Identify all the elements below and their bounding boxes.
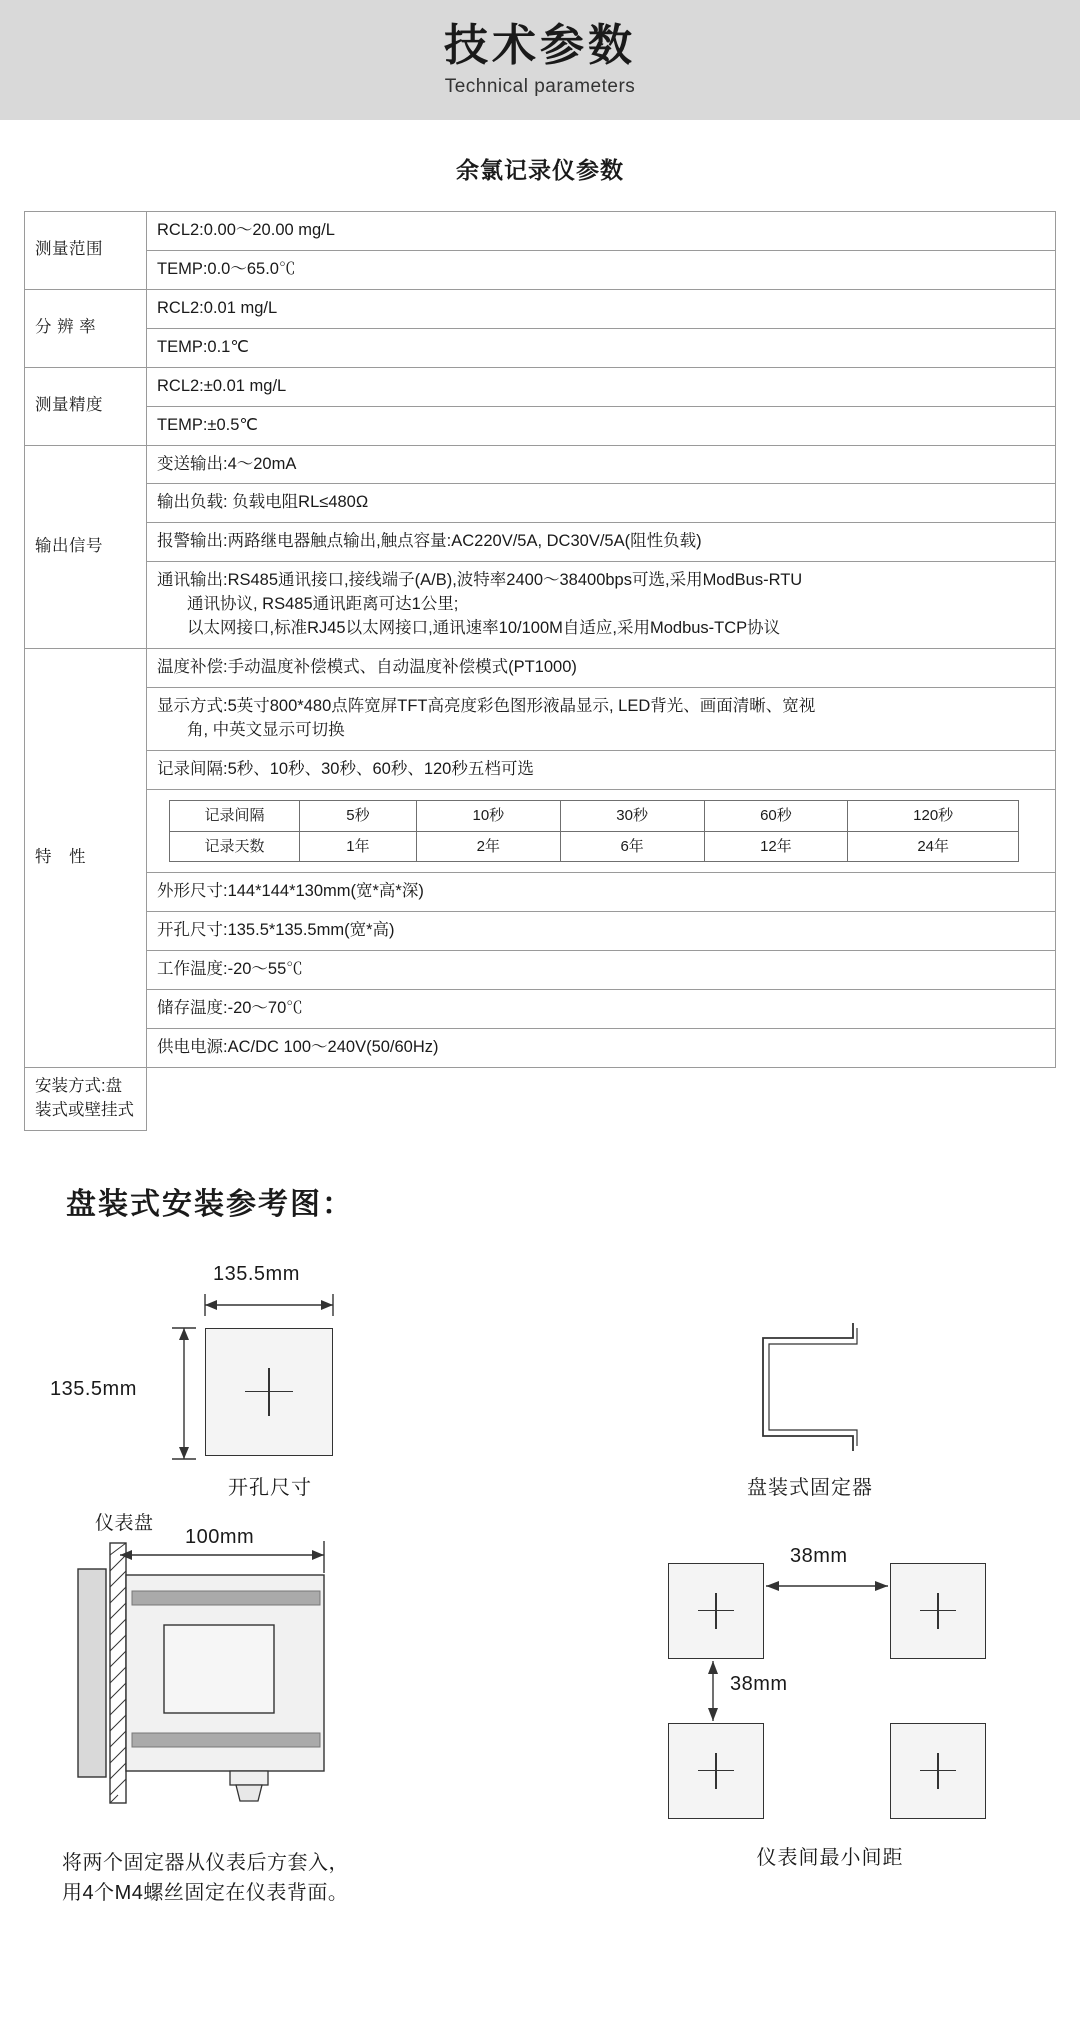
table-row bbox=[25, 649, 1056, 688]
row-label: 测量范围 bbox=[25, 212, 147, 290]
record-table-row bbox=[170, 800, 1019, 831]
comm-line-1: 通讯输出:RS485通讯接口,接线端子(A/B),波特率2400～38400bps可选,采用ModBus-RTU bbox=[157, 571, 803, 590]
record-interval-cell: 5秒 bbox=[300, 800, 417, 831]
comm-line-3: 以太网接口,标准RJ45以太网接口,通讯速率10/100M自适应,采用Modbus-TCP协议 bbox=[187, 619, 781, 638]
drawings-area bbox=[0, 1233, 1080, 1904]
record-days-cell: 12年 bbox=[704, 831, 848, 862]
spec-table bbox=[24, 211, 1056, 1131]
table-row bbox=[25, 562, 1056, 649]
spacing-vertical-label: 38mm bbox=[730, 1672, 788, 1695]
table-row bbox=[25, 1067, 1056, 1130]
page-title-en: Technical parameters bbox=[444, 76, 636, 98]
row-value: 输出负载: 负载电阻RL≤480Ω bbox=[147, 484, 1056, 523]
cutout-crosshair-vertical bbox=[268, 1368, 270, 1416]
row-value: TEMP:0.0～65.0℃ bbox=[147, 250, 1056, 289]
table-row bbox=[25, 250, 1056, 289]
row-value: 变送输出:4～20mA bbox=[147, 445, 1056, 484]
record-days-cell: 1年 bbox=[300, 831, 417, 862]
record-interval-cell: 60秒 bbox=[704, 800, 848, 831]
depth-label: 100mm bbox=[185, 1525, 255, 1548]
table-row bbox=[25, 523, 1056, 562]
cutout-width-label: 135.5mm bbox=[213, 1262, 300, 1285]
bracket-drawing bbox=[745, 1318, 875, 1463]
cutout-height-arrow bbox=[168, 1321, 198, 1466]
row-value: TEMP:0.1℃ bbox=[147, 328, 1056, 367]
table-row bbox=[25, 1028, 1056, 1067]
row-value: RCL2:0.01 mg/L bbox=[147, 289, 1056, 328]
record-days-cell: 6年 bbox=[560, 831, 704, 862]
table-row bbox=[25, 951, 1056, 990]
page-title-cn: 技术参数 bbox=[444, 20, 636, 70]
side-view-note bbox=[62, 1848, 349, 1908]
cutout-width-arrow bbox=[195, 1288, 345, 1318]
row-value-multiline bbox=[147, 687, 1056, 750]
side-view-note-line1: 将两个固定器从仪表后方套入， bbox=[62, 1851, 349, 1874]
spacing-horizontal-label: 38mm bbox=[790, 1544, 848, 1567]
table-row bbox=[25, 445, 1056, 484]
spacing-crosshair-vertical bbox=[937, 1753, 939, 1789]
spacing-crosshair-vertical bbox=[937, 1593, 939, 1629]
spacing-caption: 仪表间最小间距 bbox=[756, 1846, 904, 1869]
row-value-multiline bbox=[147, 562, 1056, 649]
row-value: 供电电源:AC/DC 100～240V(50/60Hz) bbox=[147, 1028, 1056, 1067]
table-row bbox=[25, 990, 1056, 1029]
table-row bbox=[25, 212, 1056, 251]
table-row bbox=[25, 912, 1056, 951]
row-value: 储存温度:-20～70℃ bbox=[147, 990, 1056, 1029]
record-interval-cell: 30秒 bbox=[560, 800, 704, 831]
record-days-cell: 2年 bbox=[416, 831, 560, 862]
table-row-record-table bbox=[25, 789, 1056, 873]
table-row bbox=[25, 687, 1056, 750]
spacing-vertical-arrow bbox=[700, 1657, 726, 1729]
row-label: 分 辨 率 bbox=[25, 289, 147, 367]
row-value: 记录间隔:5秒、10秒、30秒、60秒、120秒五档可选 bbox=[147, 750, 1056, 789]
table-row bbox=[25, 406, 1056, 445]
cutout-height-label: 135.5mm bbox=[50, 1377, 137, 1400]
page-header bbox=[0, 0, 1080, 120]
side-view-note-line2: 用4个M4螺丝固定在仪表背面。 bbox=[62, 1881, 349, 1904]
row-value: 安装方式:盘装式或壁挂式 bbox=[25, 1067, 147, 1130]
spacing-crosshair-vertical bbox=[715, 1753, 717, 1789]
row-value: 工作温度:-20～55℃ bbox=[147, 951, 1056, 990]
comm-line-2: 通讯协议, RS485通讯距离可达1公里; bbox=[187, 595, 459, 614]
row-label: 测量精度 bbox=[25, 367, 147, 445]
drawings-heading: 盘装式安装参考图： bbox=[66, 1187, 354, 1221]
table-row bbox=[25, 873, 1056, 912]
record-interval-header: 记录间隔 bbox=[170, 800, 300, 831]
row-value: TEMP:±0.5℃ bbox=[147, 406, 1056, 445]
table-row bbox=[25, 367, 1056, 406]
display-line-2: 角, 中英文显示可切换 bbox=[187, 720, 345, 739]
record-interval-cell: 10秒 bbox=[416, 800, 560, 831]
table-row bbox=[25, 750, 1056, 789]
table-row bbox=[25, 328, 1056, 367]
bracket-caption: 盘装式固定器 bbox=[747, 1476, 873, 1499]
row-value: 报警输出:两路继电器触点输出,触点容量:AC220V/5A, DC30V/5A(阻性负载) bbox=[147, 523, 1056, 562]
record-table-cell bbox=[147, 789, 1056, 873]
spacing-crosshair-vertical bbox=[715, 1593, 717, 1629]
record-interval-table bbox=[169, 800, 1019, 863]
record-table-row bbox=[170, 831, 1019, 862]
side-view-drawing bbox=[80, 1533, 410, 1853]
record-interval-cell: 120秒 bbox=[848, 800, 1019, 831]
record-days-header: 记录天数 bbox=[170, 831, 300, 862]
row-value: RCL2:0.00～20.00 mg/L bbox=[147, 212, 1056, 251]
table-row bbox=[25, 484, 1056, 523]
row-value: RCL2:±0.01 mg/L bbox=[147, 367, 1056, 406]
row-value: 温度补偿:手动温度补偿模式、自动温度补偿模式(PT1000) bbox=[147, 649, 1056, 688]
row-label: 输出信号 bbox=[25, 445, 147, 649]
row-value: 开孔尺寸:135.5*135.5mm(宽*高) bbox=[147, 912, 1056, 951]
display-line-1: 显示方式:5英寸800*480点阵宽屏TFT高亮度彩色图形液晶显示, LED背光、画面清晰、宽视 bbox=[157, 696, 816, 715]
row-label: 特 性 bbox=[25, 649, 147, 1068]
table-row bbox=[25, 289, 1056, 328]
record-days-cell: 24年 bbox=[848, 831, 1019, 862]
cutout-caption: 开孔尺寸 bbox=[228, 1476, 312, 1499]
spec-table-wrapper bbox=[0, 211, 1080, 1131]
panel-label: 仪表盘 bbox=[95, 1512, 154, 1534]
row-value: 外形尺寸:144*144*130mm(宽*高*深) bbox=[147, 873, 1056, 912]
spacing-horizontal-arrow bbox=[762, 1573, 894, 1599]
section-title: 余氯记录仪参数 bbox=[456, 157, 624, 183]
